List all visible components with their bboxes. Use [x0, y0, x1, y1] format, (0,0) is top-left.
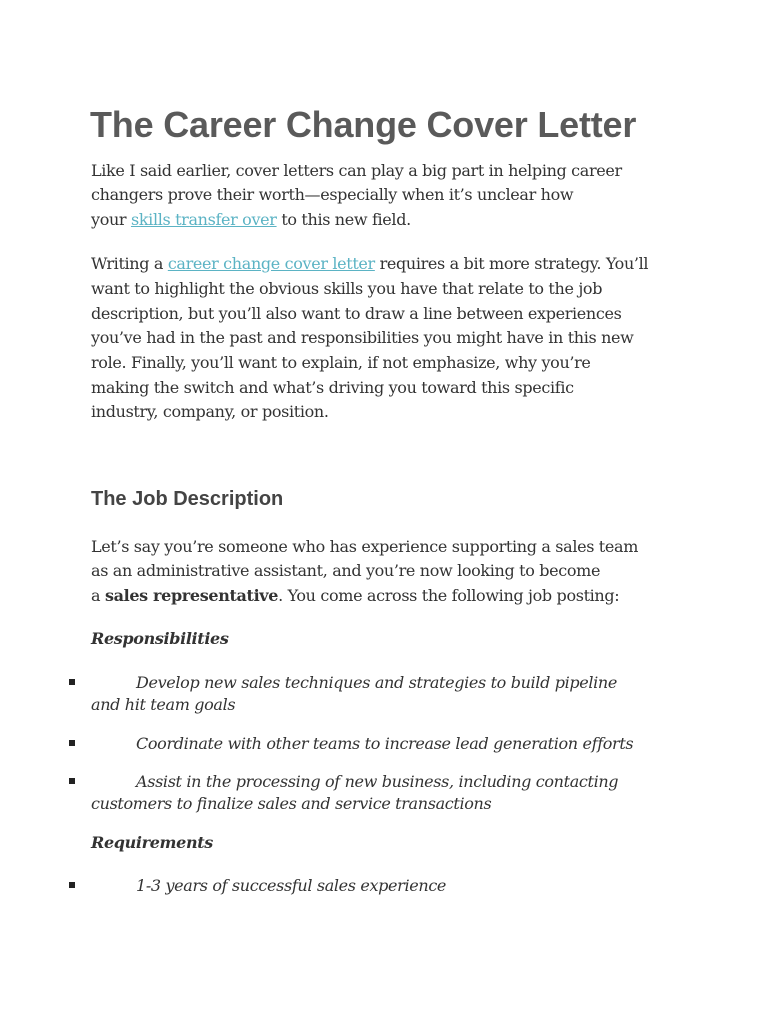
bullet-icon	[69, 882, 75, 888]
section-heading: The Job Description	[91, 488, 284, 510]
paragraph-line: as an administrative assistant, and you’re now looking to become	[91, 561, 601, 580]
paragraph-line: Like I said earlier, cover letters can play a big part in helping career	[91, 161, 622, 180]
list-item: 1-3 years of successful sales experience	[136, 876, 447, 895]
list-item: Assist in the processing of new business, including contacting	[136, 772, 619, 791]
text: requires a bit more strategy. You’ll	[374, 254, 649, 273]
text: . You come across the following job posting:	[278, 586, 620, 605]
paragraph-line	[91, 208, 411, 232]
paragraph-line: industry, company, or position.	[91, 402, 329, 421]
paragraph-line: want to highlight the obvious skills you have that relate to the job	[91, 279, 603, 298]
list-item: Coordinate with other teams to increase lead generation efforts	[136, 734, 634, 753]
list-item-continuation: and hit team goals	[91, 695, 236, 714]
career-change-cover-letter-link[interactable]: career change cover letter	[167, 254, 375, 273]
paragraph-line: changers prove their worth—especially when it’s unclear how	[91, 185, 574, 204]
paragraph-line	[91, 252, 648, 276]
paragraph-line	[91, 584, 619, 608]
text: Writing a	[91, 254, 168, 273]
page-title: The Career Change Cover Letter	[90, 104, 637, 145]
bold-text: sales representative	[104, 586, 279, 605]
list-item-continuation: customers to finalize sales and service transactions	[91, 794, 492, 813]
bullet-icon	[69, 778, 75, 784]
text: a	[91, 586, 105, 605]
paragraph-line: making the switch and what’s driving you toward this specific	[91, 378, 574, 397]
paragraph-line: Let’s say you’re someone who has experience supporting a sales team	[91, 537, 639, 556]
bullet-icon	[69, 679, 75, 685]
list-item: Develop new sales techniques and strategies to build pipeline	[136, 673, 617, 692]
skills-transfer-link[interactable]: skills transfer over	[130, 210, 277, 229]
text: your	[91, 210, 131, 229]
requirements-heading: Requirements	[91, 833, 213, 852]
paragraph-line: role. Finally, you’ll want to explain, if not emphasize, why you’re	[91, 353, 591, 372]
paragraph-line: you’ve had in the past and responsibilities you might have in this new	[91, 328, 634, 347]
responsibilities-heading: Responsibilities	[91, 629, 229, 648]
bullet-icon	[69, 740, 75, 746]
text: to this new field.	[276, 210, 411, 229]
paragraph-line: description, but you’ll also want to draw a line between experiences	[91, 304, 622, 323]
